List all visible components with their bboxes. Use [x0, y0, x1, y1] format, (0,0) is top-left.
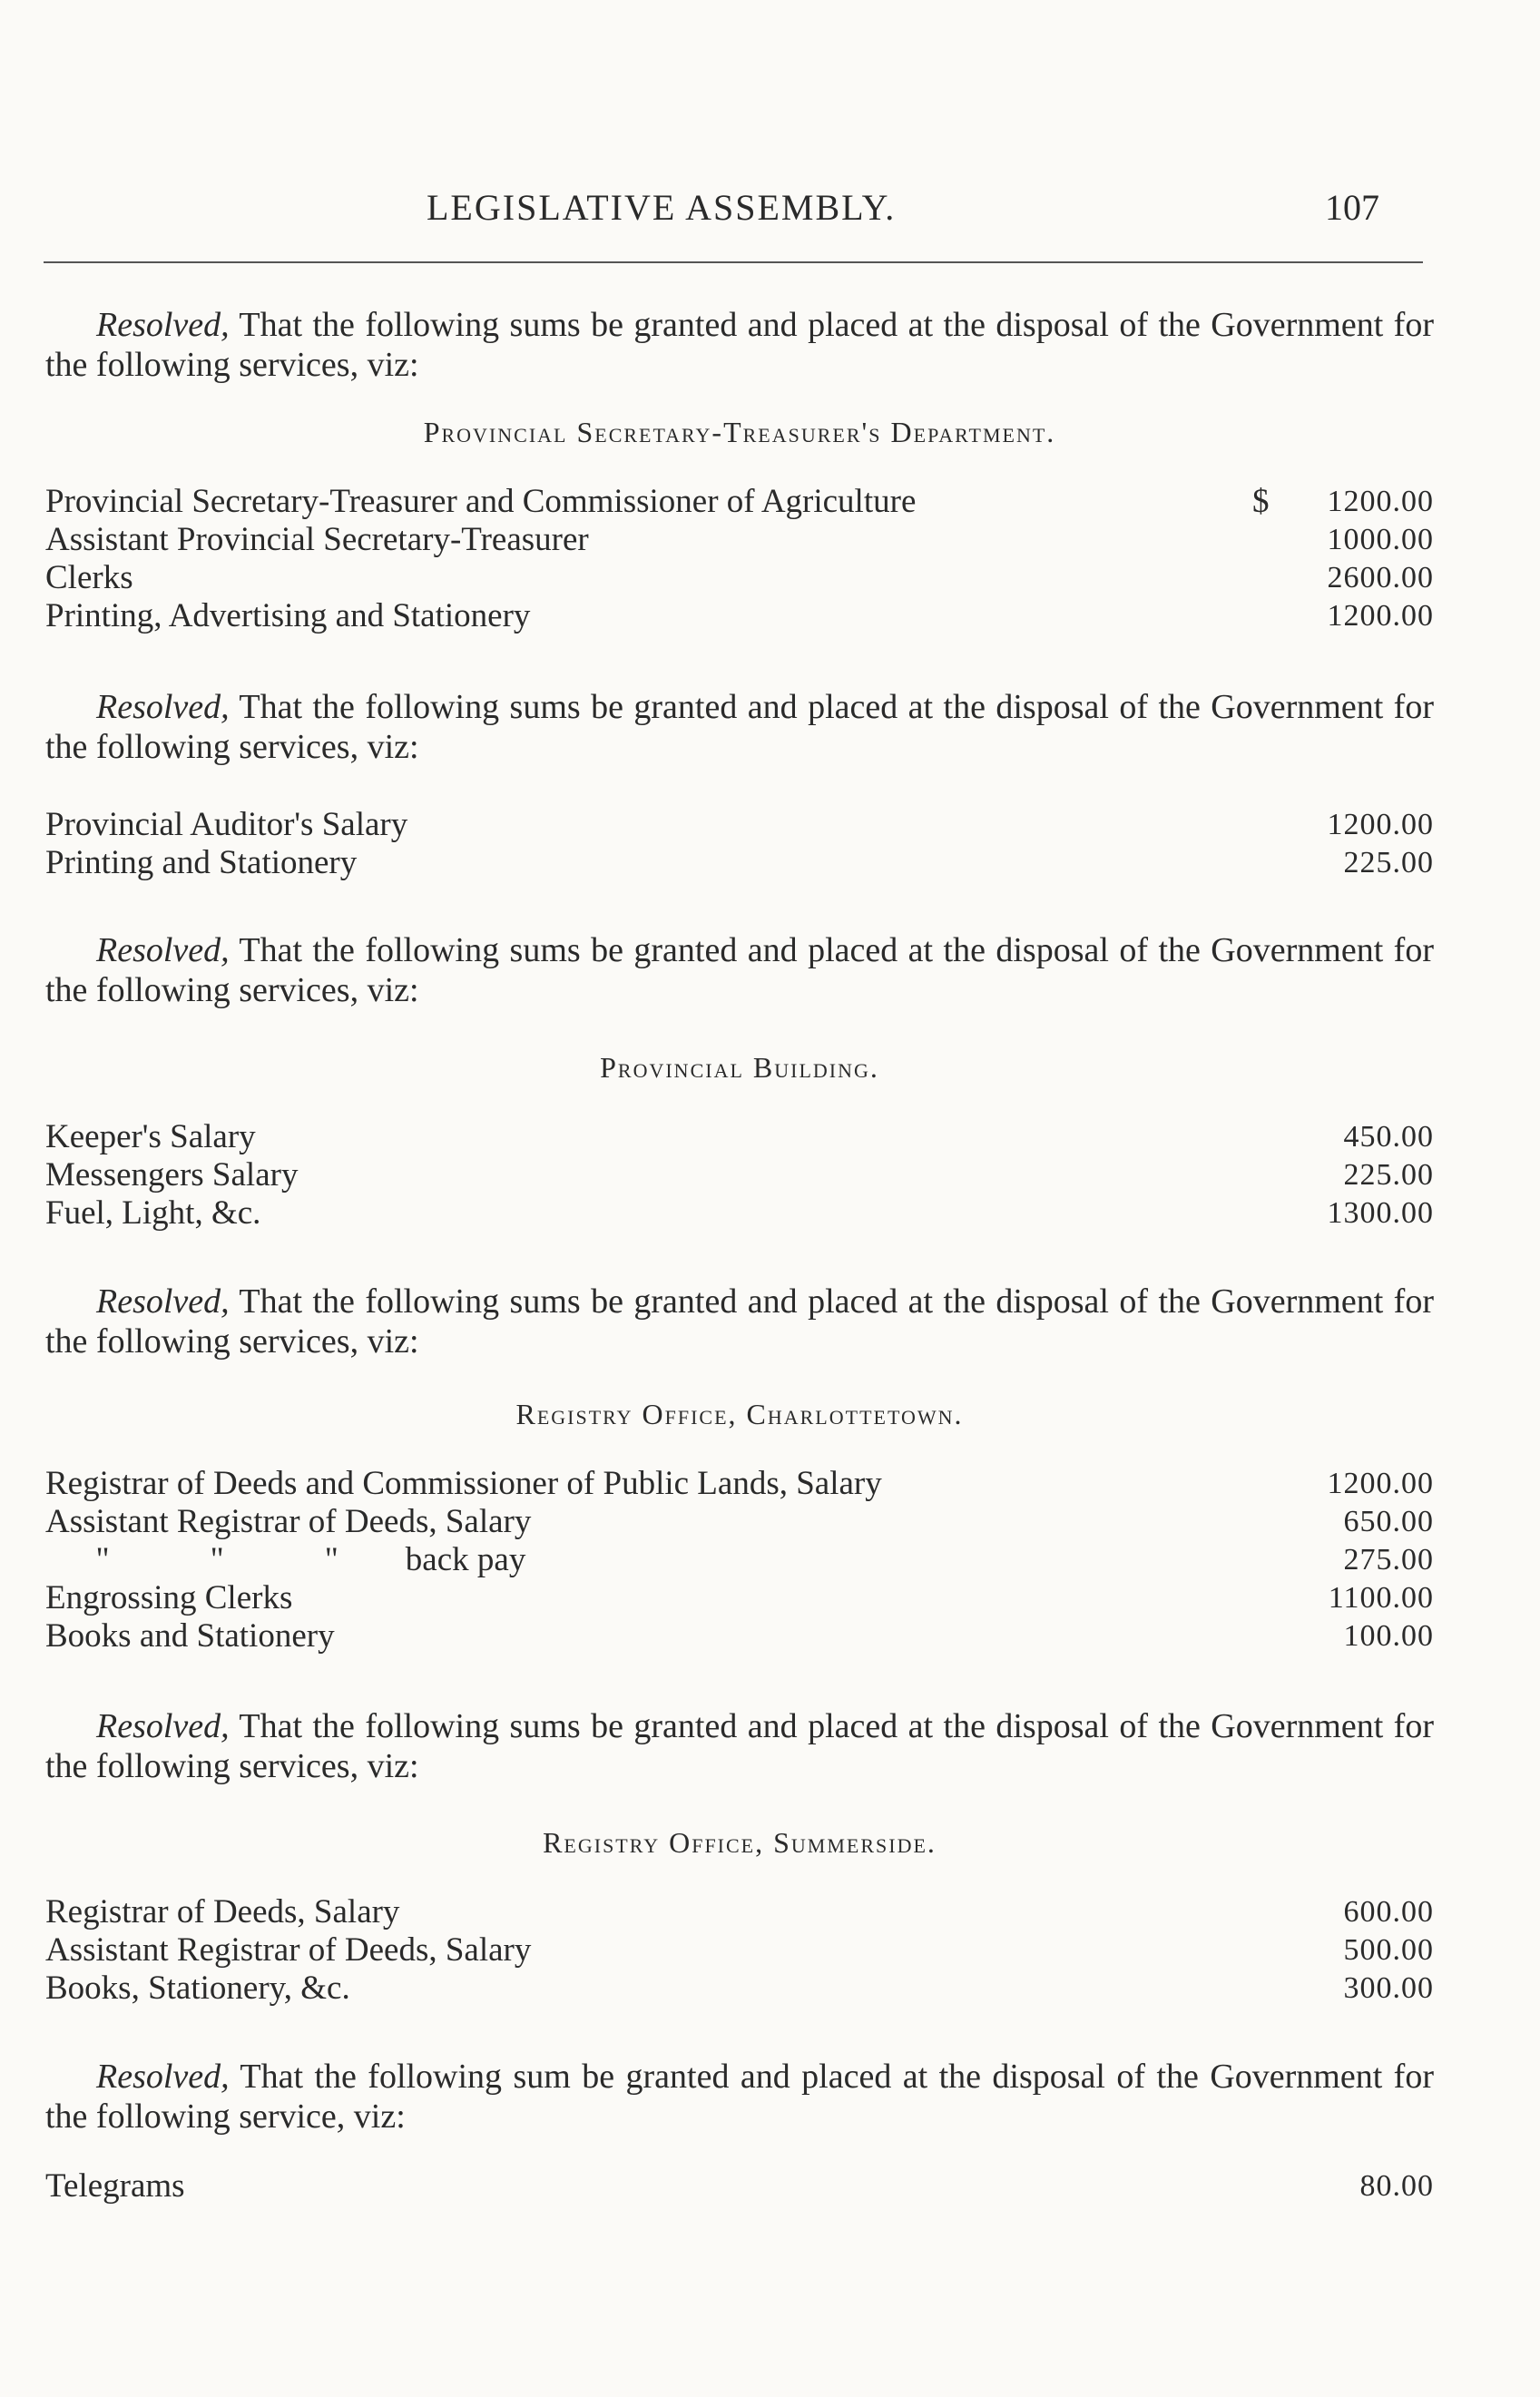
- list-item: [45, 597, 1434, 635]
- resolved-italic: Resolved,: [96, 931, 230, 969]
- resolution-text: [45, 1282, 1434, 1361]
- resolution-body: That the following sums be granted and placed at the disposal of the Government for the following services, viz:: [45, 1282, 1434, 1361]
- section-heading-1: [45, 416, 1434, 449]
- item-amount: 1100.00: [1328, 1581, 1434, 1615]
- item-label: " " " back pay: [45, 1541, 526, 1578]
- section-heading: Provincial Building.: [600, 1051, 879, 1084]
- section-heading: Provincial Secretary-Treasurer's Department.: [423, 416, 1056, 448]
- resolution-1: [45, 305, 1434, 385]
- item-label: Books, Stationery, &c.: [45, 1970, 350, 2007]
- resolution-text: [45, 687, 1434, 767]
- running-head: [0, 186, 1540, 241]
- resolution-text: [45, 930, 1434, 1010]
- list-item: [45, 521, 1434, 559]
- resolved-italic: Resolved,: [96, 688, 230, 726]
- resolution-text: [45, 2057, 1434, 2137]
- item-label: Registrar of Deeds and Commissioner of Public Lands, Salary: [45, 1465, 882, 1502]
- items-list-4: [45, 1465, 1434, 1655]
- resolution-body: That the following sum be granted and placed at the disposal of the Government for the following service, viz:: [45, 2058, 1434, 2136]
- items-list-1: [45, 483, 1434, 635]
- item-amount: 100.00: [1343, 1619, 1434, 1653]
- items-list-6: [45, 2167, 1434, 2205]
- list-item: [45, 1118, 1434, 1156]
- list-item: [45, 1931, 1434, 1970]
- list-item: [45, 1541, 1434, 1579]
- items-list-3: [45, 1118, 1434, 1233]
- list-item: [45, 1970, 1434, 2008]
- item-label: Provincial Secretary-Treasurer and Commissioner of Agriculture: [45, 483, 917, 520]
- header-rule: [44, 261, 1423, 263]
- items-list-2: [45, 806, 1434, 882]
- item-label: Messengers Salary: [45, 1156, 299, 1194]
- resolution-body: That the following sums be granted and placed at the disposal of the Government for the following services, viz:: [45, 306, 1434, 384]
- list-item: [45, 1194, 1434, 1233]
- item-label: Printing, Advertising and Stationery: [45, 597, 531, 634]
- resolved-italic: Resolved,: [96, 306, 230, 344]
- page-number: 107: [1325, 187, 1379, 228]
- item-amount: 600.00: [1343, 1895, 1434, 1929]
- list-item: [45, 1503, 1434, 1541]
- section-heading: Registry Office, Charlottetown.: [515, 1398, 964, 1430]
- item-amount: 1200.00: [1327, 599, 1434, 633]
- list-item: [45, 2167, 1434, 2205]
- item-label: Engrossing Clerks: [45, 1579, 293, 1616]
- list-item: [45, 844, 1434, 882]
- item-label: Fuel, Light, &c.: [45, 1194, 261, 1232]
- item-amount: 300.00: [1343, 1971, 1434, 2005]
- section-heading: Registry Office, Summerside.: [543, 1826, 937, 1859]
- item-label: Printing and Stationery: [45, 844, 358, 881]
- item-amount: 1300.00: [1327, 1196, 1434, 1230]
- resolution-text: [45, 1706, 1434, 1786]
- item-amount: 500.00: [1343, 1933, 1434, 1967]
- resolution-6: [45, 2057, 1434, 2137]
- list-item: [45, 1617, 1434, 1655]
- item-label: Assistant Registrar of Deeds, Salary: [45, 1931, 532, 1969]
- resolution-5: [45, 1706, 1434, 1786]
- item-amount: 1200.00: [1327, 485, 1434, 518]
- item-amount: 1000.00: [1327, 523, 1434, 556]
- resolved-italic: Resolved,: [96, 1282, 230, 1321]
- items-list-5: [45, 1893, 1434, 2008]
- resolved-italic: Resolved,: [96, 1707, 230, 1745]
- resolution-body: That the following sums be granted and placed at the disposal of the Government for the following services, viz:: [45, 931, 1434, 1009]
- resolution-3: [45, 930, 1434, 1010]
- item-amount: 1200.00: [1327, 808, 1434, 841]
- list-item: [45, 1465, 1434, 1503]
- item-amount: 2600.00: [1327, 561, 1434, 594]
- resolution-body: That the following sums be granted and placed at the disposal of the Government for the following services, viz:: [45, 1707, 1434, 1785]
- resolution-text: [45, 305, 1434, 385]
- item-label: Telegrams: [45, 2167, 185, 2205]
- page-title: LEGISLATIVE ASSEMBLY.: [427, 187, 897, 228]
- section-heading-3: [45, 1051, 1434, 1085]
- item-amount: 80.00: [1359, 2169, 1434, 2203]
- section-heading-5: [45, 1826, 1434, 1860]
- currency-symbol: $: [1252, 483, 1270, 520]
- resolution-body: That the following sums be granted and placed at the disposal of the Government for the following services, viz:: [45, 688, 1434, 766]
- resolution-2: [45, 687, 1434, 767]
- item-label: Books and Stationery: [45, 1617, 335, 1655]
- item-label: Clerks: [45, 559, 133, 596]
- item-amount: 225.00: [1343, 846, 1434, 879]
- list-item: [45, 806, 1434, 844]
- item-amount: 275.00: [1343, 1543, 1434, 1577]
- item-amount: 650.00: [1343, 1505, 1434, 1538]
- resolved-italic: Resolved,: [96, 2058, 230, 2096]
- item-label: Provincial Auditor's Salary: [45, 806, 408, 843]
- item-amount: 1200.00: [1327, 1467, 1434, 1500]
- item-label: Assistant Provincial Secretary-Treasurer: [45, 521, 589, 558]
- item-amount: 225.00: [1343, 1158, 1434, 1192]
- item-label: Keeper's Salary: [45, 1118, 256, 1155]
- list-item: [45, 1579, 1434, 1617]
- item-amount: 450.00: [1343, 1120, 1434, 1154]
- item-label: Registrar of Deeds, Salary: [45, 1893, 400, 1930]
- item-label: Assistant Registrar of Deeds, Salary: [45, 1503, 532, 1540]
- list-item: [45, 483, 1434, 521]
- list-item: [45, 1156, 1434, 1194]
- resolution-4: [45, 1282, 1434, 1361]
- list-item: [45, 559, 1434, 597]
- list-item: [45, 1893, 1434, 1931]
- section-heading-4: [45, 1398, 1434, 1431]
